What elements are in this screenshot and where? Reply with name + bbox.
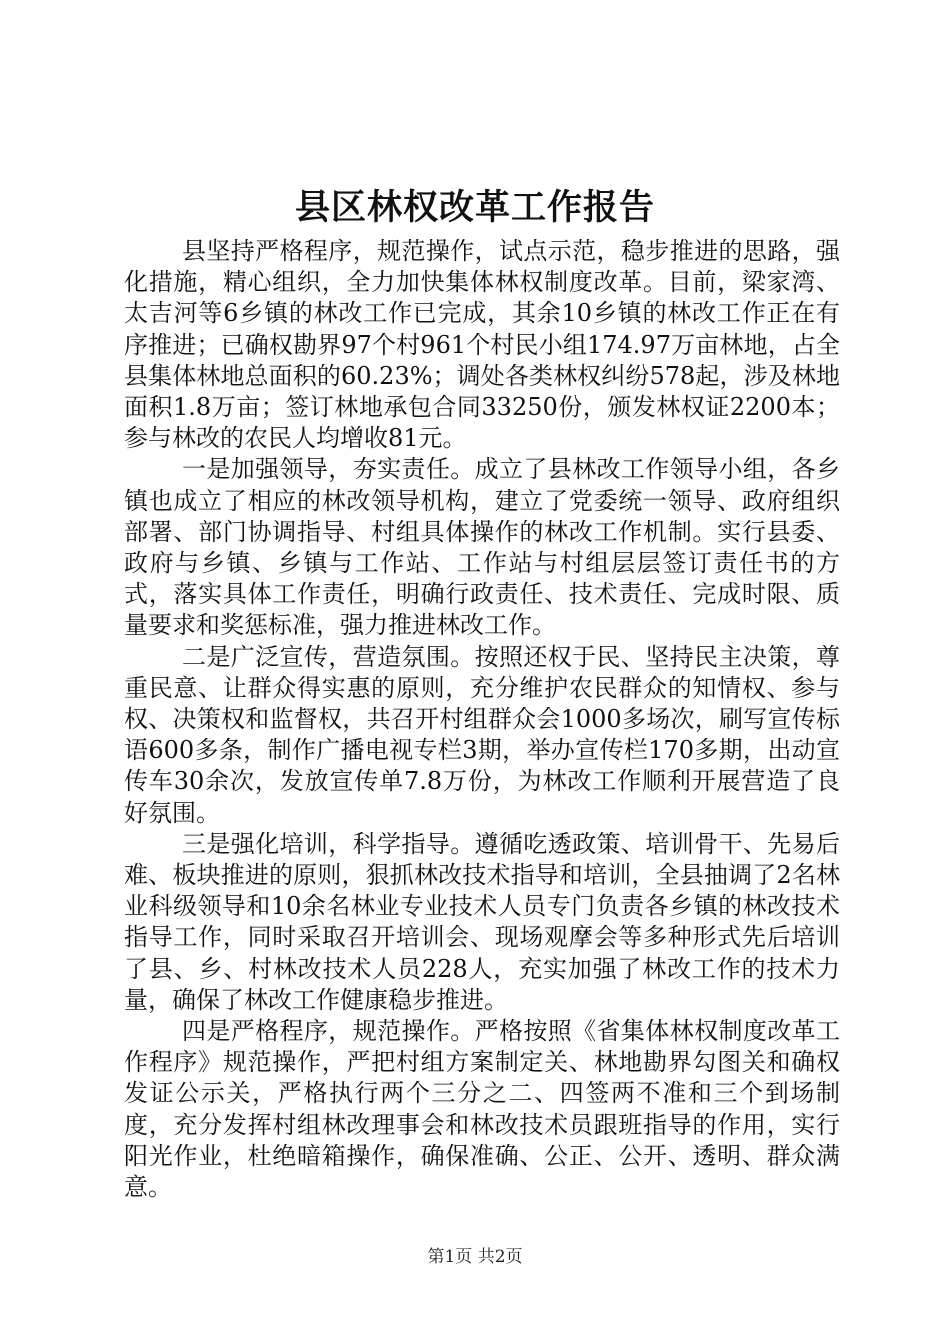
paragraph-intro: 县坚持严格程序，规范操作，试点示范，稳步推进的思路，强化措施，精心组织，全力加快集体林权制度改革。目前，梁家湾、太吉河等6乡镇的林改工作已完成，其余10乡镇的林改工作正在有序推进；已确权勘界97个村961个村民小组174.97万亩林地，占全县集体林地总面积的60.23%；调处各类林权纠纷578起，涉及林地面积1.8万亩；签订林地承包合同33250份，颁发林权证2200本；参与林改的农民人均增收81元。 [124, 237, 840, 453]
page-footer: 第1页 共2页 [427, 1247, 523, 1267]
paragraph-procedure: 四是严格程序，规范操作。严格按照《省集体林权制度改革工作程序》规范操作，严把村组方案制定关、林地勘界勾图关和确权发证公示关，严格执行两个三分之二、四签两不准和三个到场制度，充分发挥村组林改理事会和林改技术员跟班指导的作用，实行阳光作业，杜绝暗箱操作，确保准确、公正、公开、透明、群众满意。 [124, 1017, 840, 1202]
paragraph-leadership: 一是加强领导，夯实责任。成立了县林改工作领导小组，各乡镇也成立了相应的林改领导机构，建立了党委统一领导、政府组织部署、部门协调指导、村组具体操作的林改工作机制。实行县委、政府与乡镇、乡镇与工作站、工作站与村组层层签订责任书的方式，落实具体工作责任，明确行政责任、技术责任、完成时限、质量要求和奖惩标准，强力推进林改工作。 [124, 455, 840, 640]
paragraph-publicity: 二是广泛宣传，营造氛围。按照还权于民、坚持民主决策，尊重民意、让群众得实惠的原则，充分维护农民群众的知情权、参与权、决策权和监督权，共召开村组群众会1000多场次，刷写宣传标语600多条，制作广播电视专栏3期，举办宣传栏170多期，出动宣传车30余次，发放宣传单7.8万份，为林改工作顺利开展营造了良好氛围。 [124, 642, 840, 827]
document-body [124, 236, 840, 1203]
paragraph-training: 三是强化培训，科学指导。遵循吃透政策、培训骨干、先易后难、板块推进的原则，狠抓林改技术指导和培训，全县抽调了2名林业科级领导和10余名林业专业技术人员专门负责各乡镇的林改技术指导工作，同时采取召开培训会、现场观摩会等多种形式先后培训了县、乡、村林改技术人员228人，充实加强了林改工作的技术力量，确保了林改工作健康稳步推进。 [124, 829, 840, 1014]
document-title: 县区林权改革工作报告 [294, 187, 655, 228]
